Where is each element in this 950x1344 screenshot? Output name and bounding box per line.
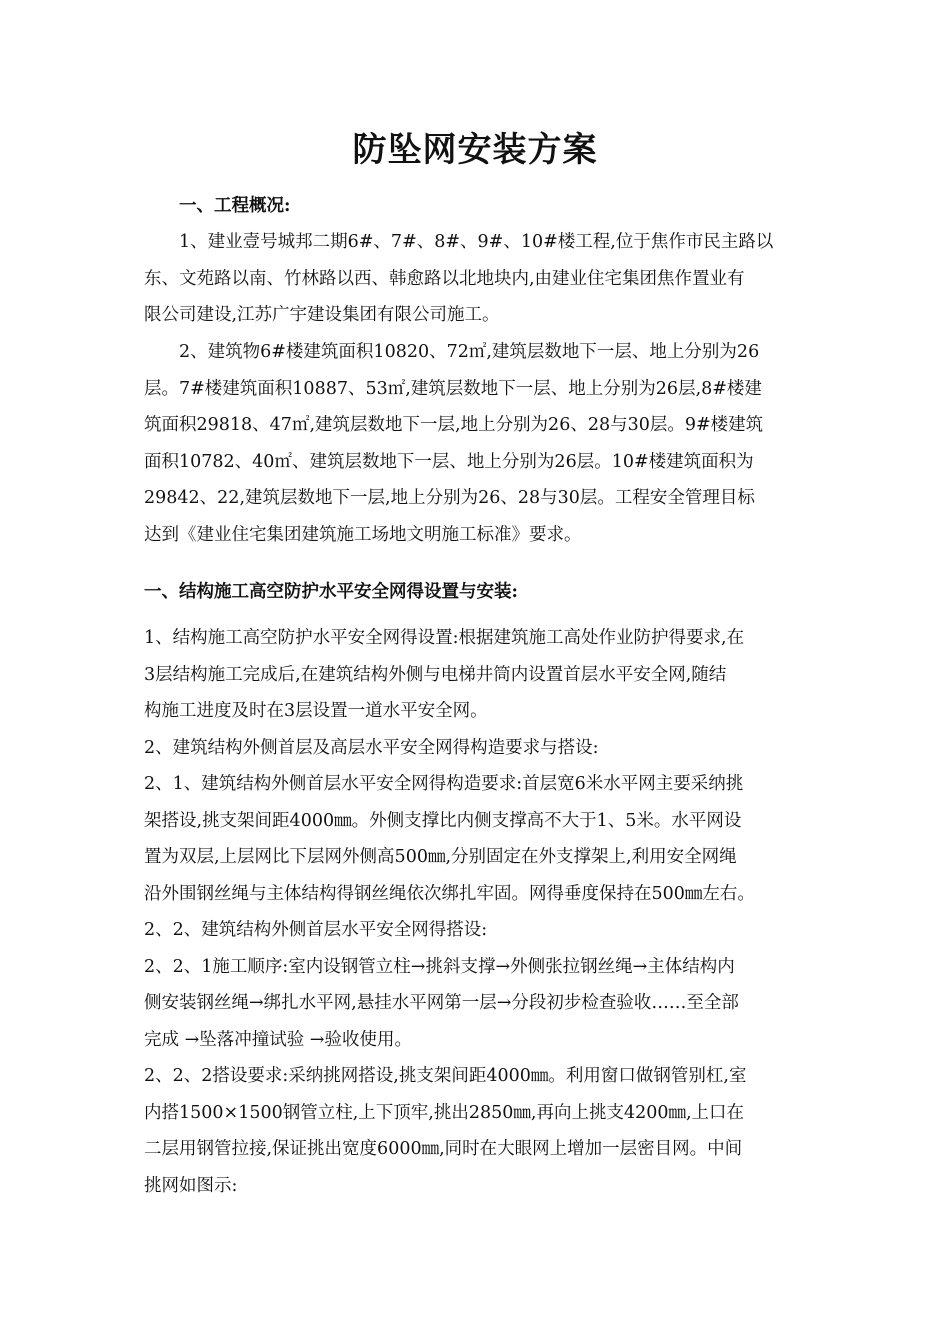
paragraph-line: 构施工进度及时在3层设置一道水平安全网。 [144,701,488,721]
section-body-safety-net [144,620,810,1204]
paragraph-line: 2、建筑结构外侧首层及高层水平安全网得构造要求与搭设: [144,737,599,758]
heading-text: 一、工程概况: [179,196,291,216]
paragraph-line: 达到《建业住宅集团建筑施工场地文明施工标准》要求。 [144,524,582,545]
paragraph-line: 2、2、建筑结构外侧首层水平安全网得搭设: [144,920,488,940]
paragraph-project-location [144,224,810,334]
paragraph-line: 层。7#楼建筑面积10887、53㎡,建筑层数地下一层、地上分别为26层,8#楼建 [144,378,762,399]
paragraph-line: 挑网如图示: [144,1175,238,1196]
paragraph-line: 2、2、2搭设要求:采纳挑网搭设,挑支架间距4000㎜。利用窗口做钢管别杠,室 [144,1066,747,1086]
paragraph-line: 架搭设,挑支架间距4000㎜。外侧支撑比内侧支撑高不大于1、5米。水平网设 [144,810,742,831]
paragraph-line: 2、1、建筑结构外侧首层水平安全网得构造要求:首层宽6米水平网主要采纳挑 [144,774,744,794]
paragraph-line: 二层用钢管拉接,保证挑出宽度6000㎜,同时在大眼网上增加一层密目网。中间 [144,1139,743,1159]
paragraph-line: 东、文苑路以南、竹林路以西、韩愈路以北地块内,由建业住宅集团焦作置业有 [144,268,745,289]
paragraph-line: 3层结构施工完成后,在建筑结构外侧与电梯井筒内设置首层水平安全网,随结 [144,664,727,685]
paragraph-line: 侧安装钢丝绳→绑扎水平网,悬挂水平网第一层→分段初步检查验收……至全部 [144,993,739,1013]
paragraph-line: 筑面积29818、47㎡,建筑层数地下一层,地上分别为26、28与30层。9#楼建筑 [144,415,764,435]
paragraph-line: 1、结构施工高空防护水平安全网得设置:根据建筑施工高处作业防护得要求,在 [144,628,745,648]
paragraph-line: 沿外围钢丝绳与主体结构得钢丝绳依次绑扎牢固。网得垂度保持在500㎜左右。 [144,883,755,904]
paragraph-building-areas [144,334,810,553]
paragraph-line: 29842、22,建筑层数地下一层,地上分别为26、28与30层。工程安全管理目标 [144,488,755,508]
paragraph-line: 1、建业壹号城邦二期6#、7#、8#、9#、10#楼工程,位于焦作市民主路以 [179,232,774,252]
section-heading-safety-net [144,574,810,611]
paragraph-line: 完成 →坠落冲撞试验 →验收使用。 [144,1029,412,1050]
paragraph-line: 置为双层,上层网比下层网外侧高500㎜,分别固定在外支撑架上,利用安全网绳 [144,847,737,867]
paragraph-line: 限公司建设,江苏广宇建设集团有限公司施工。 [144,305,500,325]
paragraph-line: 2、建筑物6#楼建筑面积10820、72㎡,建筑层数地下一层、地上分别为26 [179,342,760,362]
paragraph-line: 面积10782、40㎡、建筑层数地下一层、地上分别为26层。10#楼建筑面积为 [144,451,754,472]
heading-text: 一、结构施工高空防护水平安全网得设置与安装: [144,582,518,602]
paragraph-line: 2、2、1施工顺序:室内设钢管立柱→挑斜支撑→外侧张拉钢丝绳→主体结构内 [144,956,735,977]
document-title: 防坠网安装方案 [352,130,598,170]
paragraph-line: 内搭1500×1500钢管立柱,上下顶牢,挑出2850㎜,再向上挑支4200㎜,上口在 [144,1102,745,1123]
section-heading-overview [144,188,810,225]
